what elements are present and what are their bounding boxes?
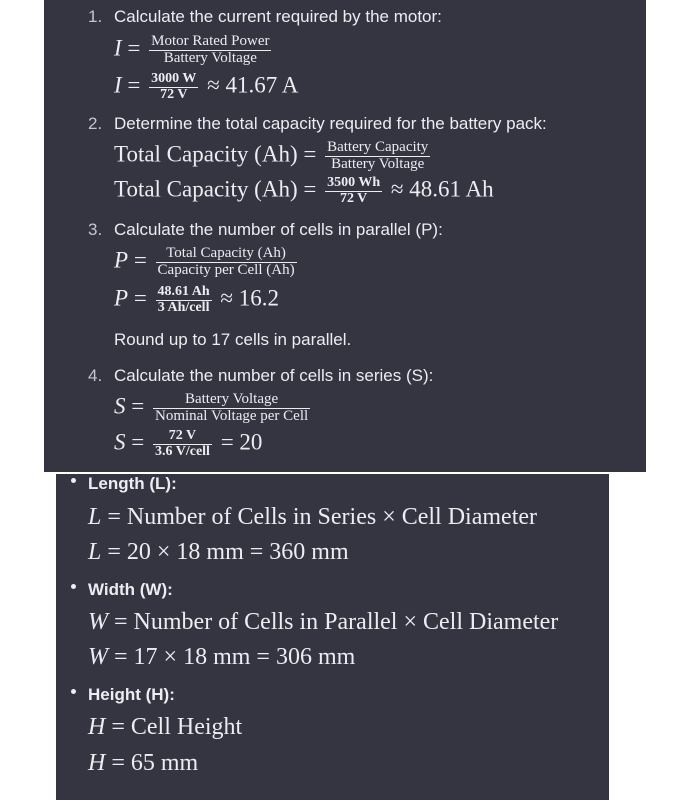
bullet-dot <box>71 478 76 483</box>
bullet-dot <box>71 584 76 589</box>
step-3-heading <box>88 220 443 240</box>
height-calculation: H = 65 mm <box>88 750 199 776</box>
step-text: Calculate the current required by the motor: <box>114 7 442 26</box>
current-formula: I = $\frac{\text{Motor Rated Power}}{\text{Battery Voltage}}$ <box>114 33 270 67</box>
length-formula: L = Number of Cells in Series × Cell Diameter <box>88 504 538 530</box>
fraction: $\frac{\text{Battery Voltage}}{\text{Nominal Voltage per Cell}}$ <box>154 391 309 425</box>
height-heading: Height (H): <box>88 685 175 704</box>
height-formula: H = Cell Height <box>88 714 243 740</box>
step-number: 2. <box>88 114 103 133</box>
step-4-heading <box>88 366 433 386</box>
step-number: 4. <box>88 366 103 385</box>
fraction: $\frac{3000 W}{72 V}$ <box>151 71 197 103</box>
step-number: 3. <box>88 220 103 239</box>
step-text: Calculate the number of cells in parallel (P): <box>114 220 443 239</box>
dimensions-panel <box>56 474 609 800</box>
step-2-heading <box>88 114 547 134</box>
fraction: $\frac{72 V}{\text{3.6 V/cell}}$ <box>154 428 210 460</box>
fraction: $\frac{48.61 Ah}{\text{3 Ah/cell}}$ <box>157 284 210 316</box>
bullet-dot <box>71 689 76 694</box>
capacity-calculation: Total Capacity (Ah) = $\frac{3500 Wh}{72 V}$ ≈ 48.61 Ah <box>114 175 494 207</box>
step-1-heading <box>88 7 442 27</box>
fraction: $\frac{\text{Battery Capacity}}{\text{Battery Voltage}}$ <box>327 139 429 173</box>
width-calculation: W = 17 × 18 mm = 306 mm <box>88 644 356 670</box>
width-formula: W = Number of Cells in Parallel × Cell Diameter <box>88 609 559 635</box>
parallel-formula: P = $\frac{\text{Total Capacity (Ah)}}{\text{Capacity per Cell (Ah)}}$ <box>114 245 295 279</box>
step-number: 1. <box>88 7 103 26</box>
calculation-panel <box>44 0 646 472</box>
fraction: $\frac{\text{Motor Rated Power}}{\text{Battery Voltage}}$ <box>151 33 270 67</box>
length-calculation: L = 20 × 18 mm = 360 mm <box>88 539 349 565</box>
capacity-formula: Total Capacity (Ah) = $\frac{\text{Battery Capacity}}{\text{Battery Voltage}}$ <box>114 139 429 173</box>
round-up-note: Round up to 17 cells in parallel. <box>114 330 352 349</box>
series-calculation: S = $\frac{72 V}{\text{3.6 V/cell}}$ = 20 <box>114 428 263 460</box>
series-formula: S = $\frac{\text{Battery Voltage}}{\text{Nominal Voltage per Cell}}$ <box>114 391 309 425</box>
current-calculation: I = $\frac{3000 W}{72 V}$ ≈ 41.67 A <box>114 71 299 103</box>
length-heading: Length (L): <box>88 474 177 493</box>
width-heading: Width (W): <box>88 580 173 599</box>
fraction: $\frac{\text{Total Capacity (Ah)}}{\text{Capacity per Cell (Ah)}}$ <box>157 245 295 279</box>
step-text: Calculate the number of cells in series (S): <box>114 366 434 385</box>
step-text: Determine the total capacity required for the battery pack: <box>114 114 547 133</box>
fraction: $\frac{3500 Wh}{72 V}$ <box>327 175 381 207</box>
parallel-calculation: P = $\frac{48.61 Ah}{\text{3 Ah/cell}}$ ≈ 16.2 <box>114 284 280 316</box>
